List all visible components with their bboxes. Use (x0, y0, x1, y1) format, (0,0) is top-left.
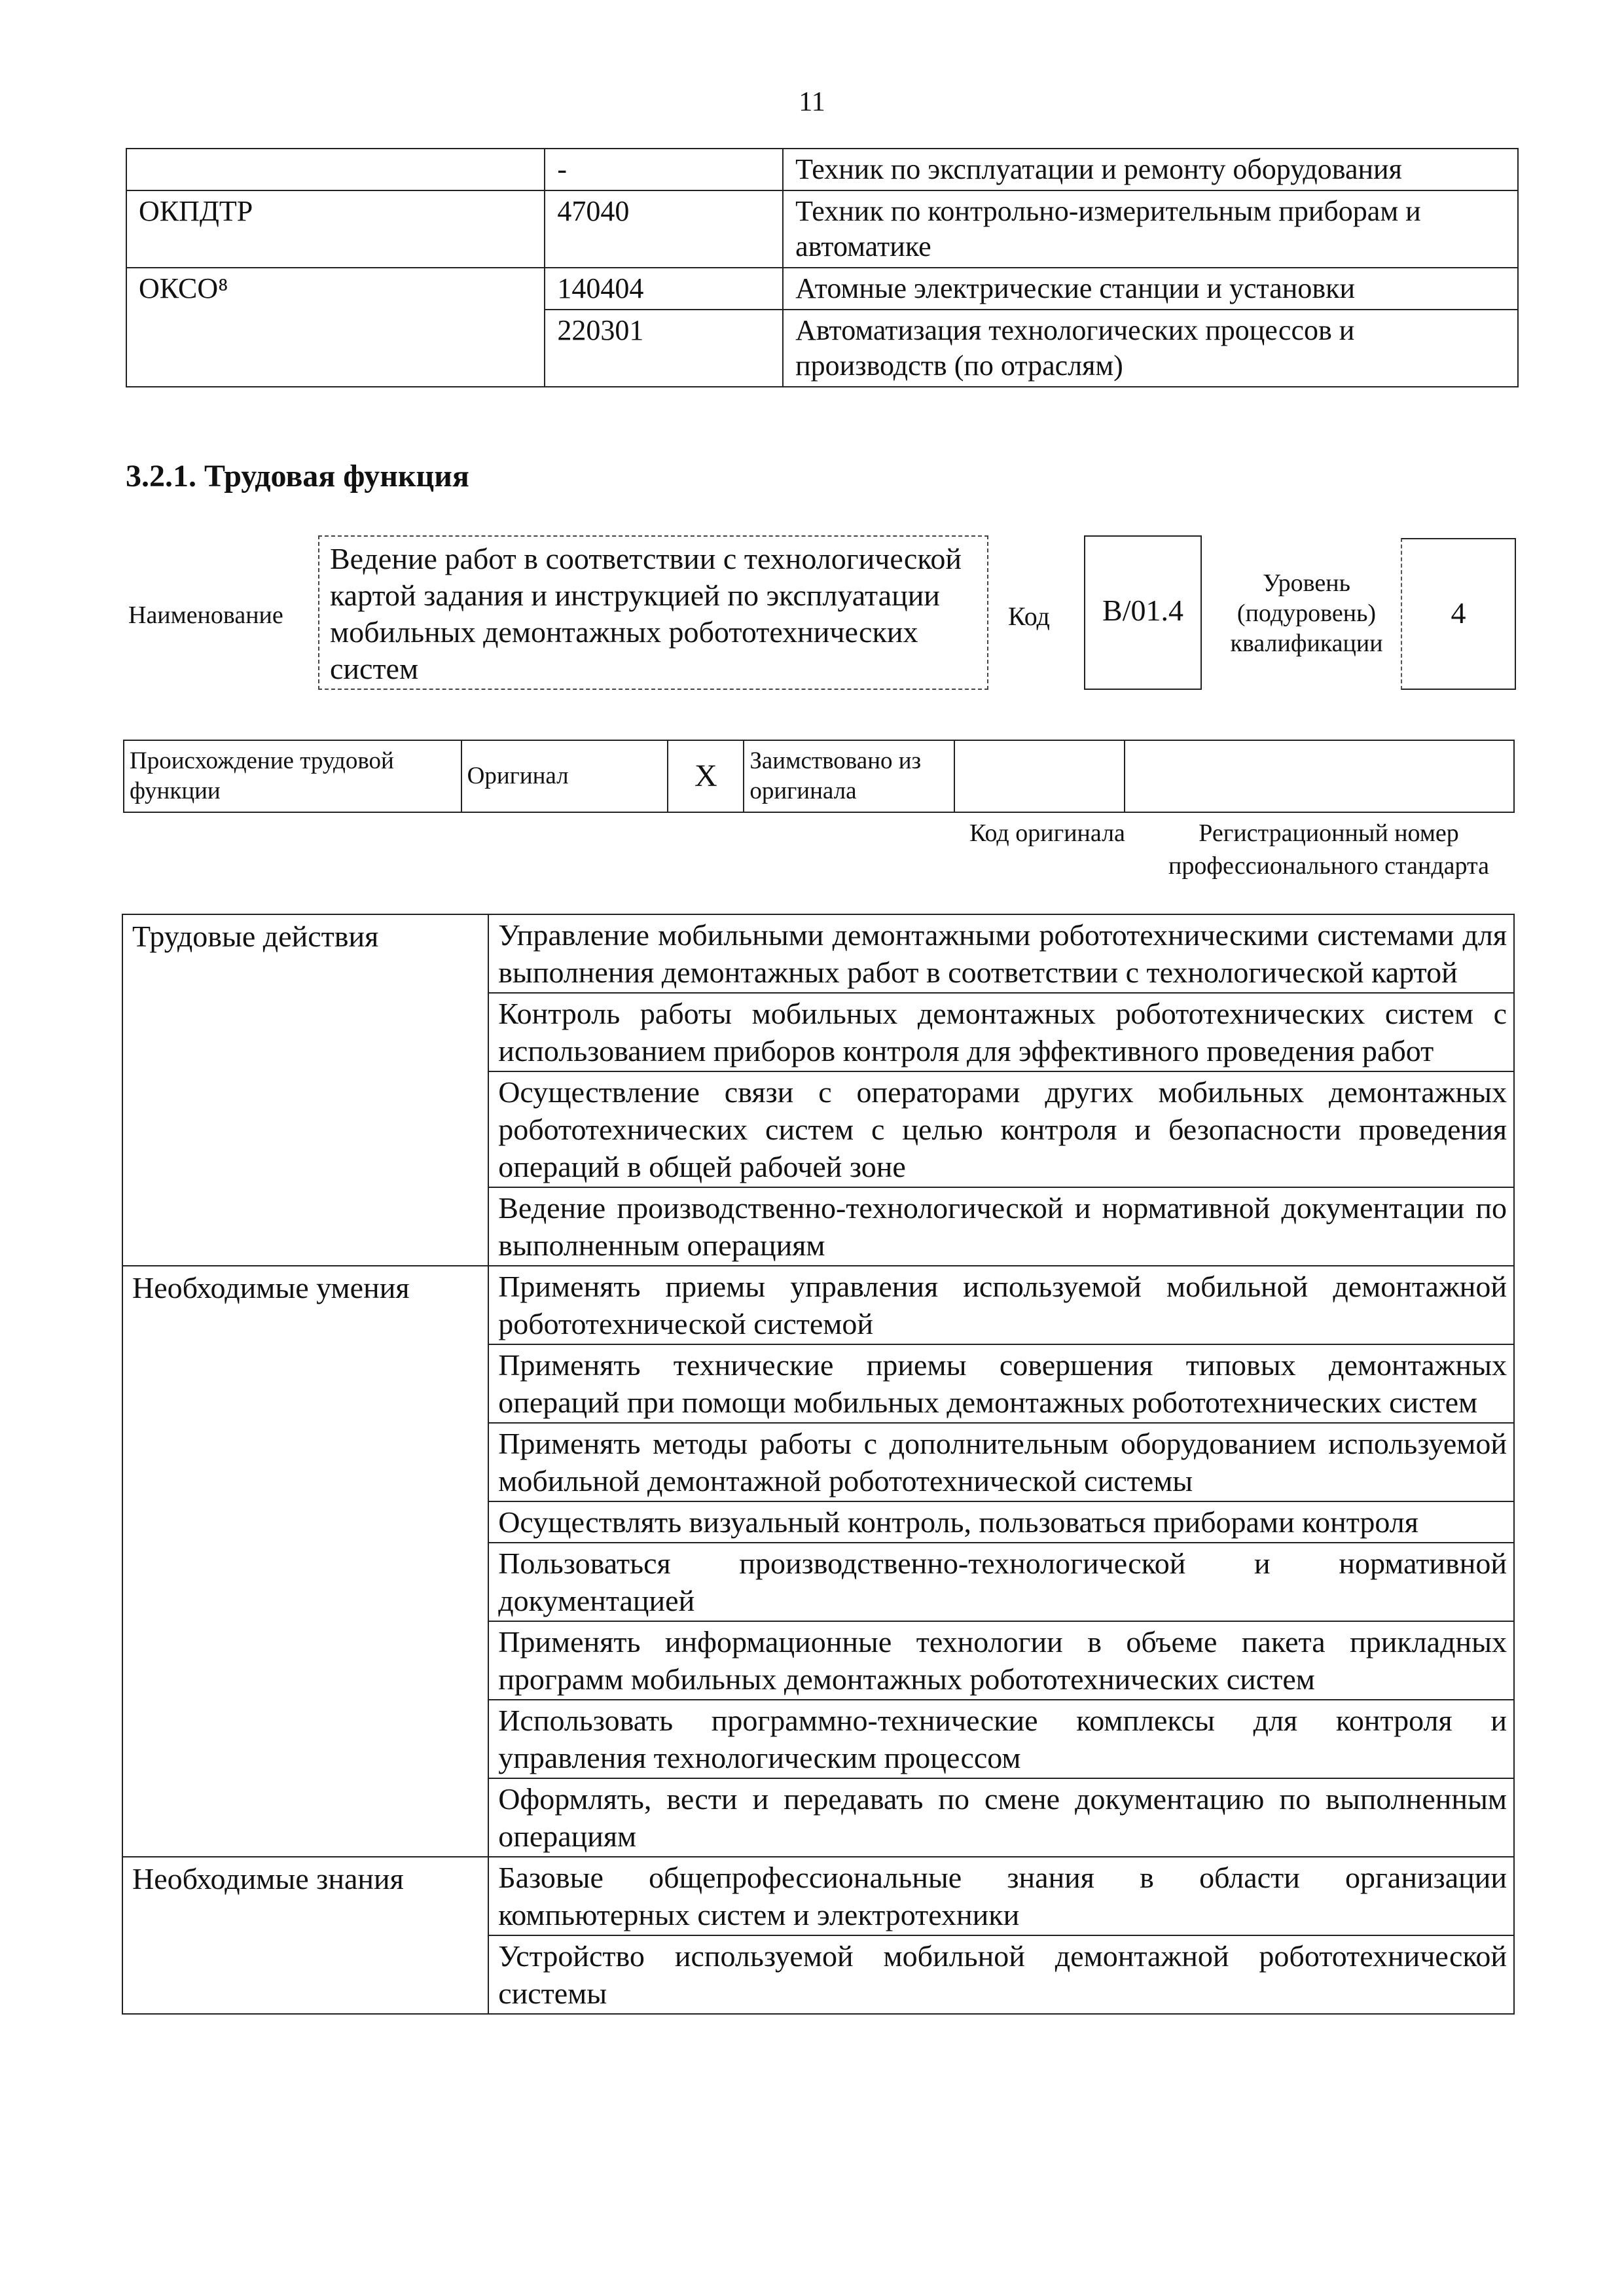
classifier-code: 140404 (545, 268, 783, 310)
reg-number-label: Регистрационный номер профессионального стандарта (1168, 819, 1489, 880)
list-item: Пользоваться производственно-технологической и нормативной документацией (488, 1543, 1514, 1621)
borrowed-label: Заимствовано из оригинала (744, 740, 954, 812)
table-row (122, 1266, 1514, 1344)
classifier-name: Атомные электрические станции и установки (783, 268, 1518, 310)
section-heading: Необходимые умения (122, 1266, 488, 1857)
classifier-group (126, 149, 545, 190)
list-item: Устройство используемой мобильной демонтажной робототехнической системы (488, 1935, 1514, 2014)
classifier-name: Автоматизация технологических процессов и производств (по отраслям) (783, 310, 1518, 387)
list-item: Использовать программно-технические комплексы для контроля и управления технологическим процессом (488, 1700, 1514, 1778)
original-label: Оригинал (461, 740, 668, 812)
table-row (126, 268, 1518, 310)
classifier-table (126, 148, 1519, 387)
name-label: Наименование (128, 601, 283, 629)
function-name: Ведение работ в соответствии с технологической картой задания и инструкцией по эксплуатации мобильных демонтажных робототехнических систем (318, 535, 988, 690)
origin-label: Происхождение трудовой функции (124, 740, 461, 812)
section-title: 3.2.1. Трудовая функция (126, 459, 469, 493)
list-item: Осуществлять визуальный контроль, пользоваться приборами контроля (488, 1501, 1514, 1543)
section-heading: Трудовые действия (122, 914, 488, 1266)
classifier-code: 220301 (545, 310, 783, 387)
list-item: Применять приемы управления используемой мобильной демонтажной робототехнической системой (488, 1266, 1514, 1344)
classifier-name: Техник по эксплуатации и ремонту оборудования (783, 149, 1518, 190)
classifier-name: Техник по контрольно-измерительным приборам и автоматике (783, 190, 1518, 268)
origin-table (123, 740, 1515, 813)
table-row (126, 149, 1518, 190)
original-mark: X (668, 740, 744, 812)
list-item: Применять информационные технологии в объеме пакета прикладных программ мобильных демонтажных робототехнических систем (488, 1621, 1514, 1700)
classifier-group: ОКПДТР (126, 190, 545, 268)
classifier-group: ОКСО⁸ (126, 268, 545, 387)
function-details-table (122, 914, 1515, 2015)
list-item: Применять технические приемы совершения типовых демонтажных операций при помощи мобильных демонтажных робототехнических систем (488, 1344, 1514, 1423)
code-label: Код (1008, 601, 1050, 631)
table-row (122, 1857, 1514, 1935)
list-item: Ведение производственно-технологической и нормативной документации по выполненным операциям (488, 1187, 1514, 1266)
table-row (124, 740, 1514, 812)
classifier-code: - (545, 149, 783, 190)
reg-number-cell (1125, 740, 1514, 812)
code-original-label: Код оригинала (969, 819, 1125, 847)
page-number: 11 (799, 87, 825, 117)
list-item: Управление мобильными демонтажными робототехническими системами для выполнения демонтажных работ в соответствии с технологической картой (488, 914, 1514, 993)
table-row (126, 190, 1518, 268)
list-item: Оформлять, вести и передавать по смене документацию по выполненным операциям (488, 1778, 1514, 1857)
list-item: Базовые общепрофессиональные знания в области организации компьютерных систем и электротехники (488, 1857, 1514, 1935)
classifier-code: 47040 (545, 190, 783, 268)
table-row (122, 914, 1514, 993)
code-original-cell (954, 740, 1125, 812)
function-code: В/01.4 (1084, 535, 1202, 690)
list-item: Осуществление связи с операторами других мобильных демонтажных робототехнических систем с целью контроля и безопасности проведения операций в общей рабочей зоне (488, 1071, 1514, 1187)
qualification-level: 4 (1401, 538, 1516, 690)
list-item: Применять методы работы с дополнительным оборудованием используемой мобильной демонтажной робототехнической системы (488, 1423, 1514, 1501)
list-item: Контроль работы мобильных демонтажных робототехнических систем с использованием приборов контроля для эффективного проведения работ (488, 993, 1514, 1071)
section-heading: Необходимые знания (122, 1857, 488, 2014)
level-label: Уровень (подуровень) квалификации (1230, 569, 1383, 657)
